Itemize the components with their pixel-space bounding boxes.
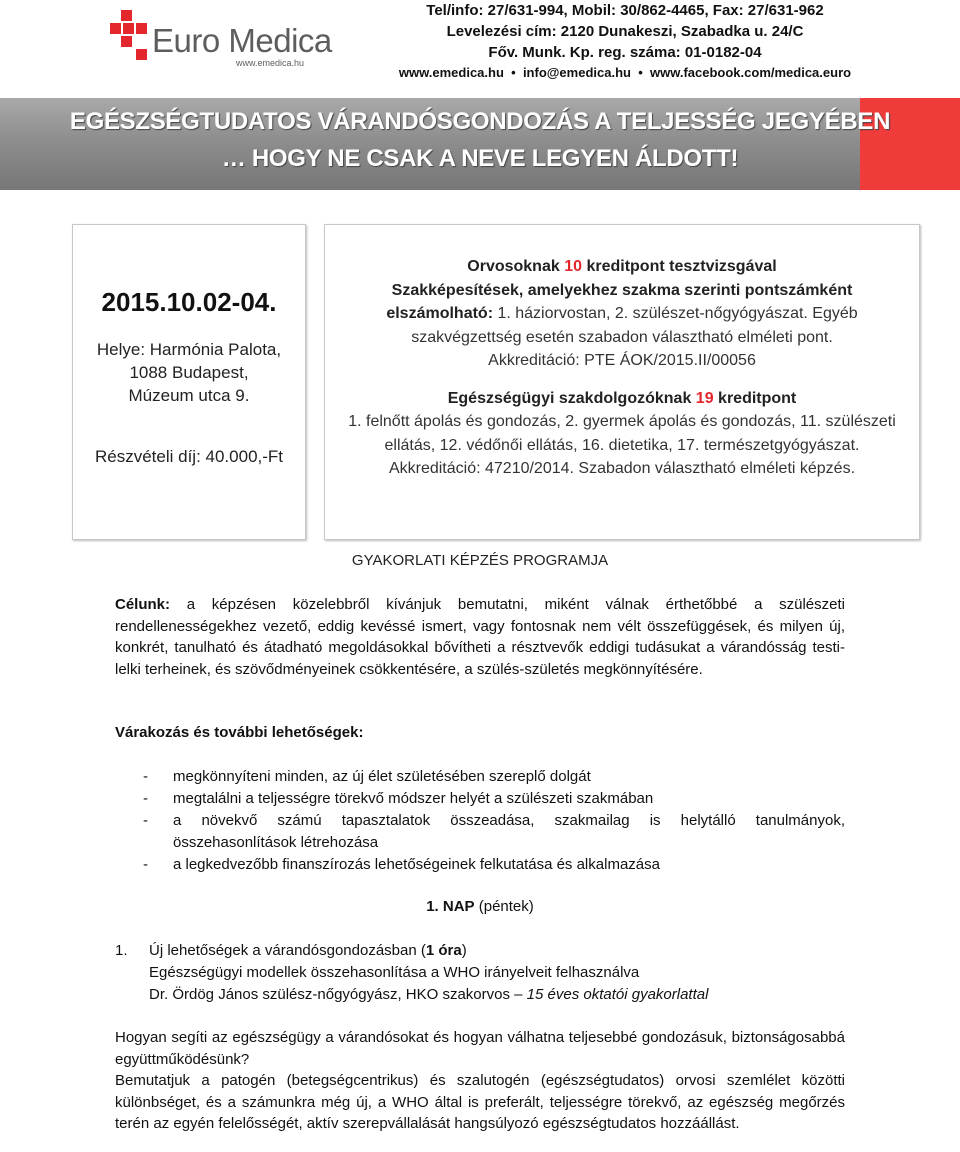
nurses-specialties: 1. felnőtt ápolás és gondozás, 2. gyermek ápolás és gondozás, 11. szülészeti ellátás, 12. védőnői ellátás, 16. dietetika, 17. természetgyógyászat. Akkreditáció: 47210/2014. Szabadon választható elméleti képzés.	[348, 413, 896, 477]
day-weekday: (péntek)	[474, 898, 534, 915]
presenter-name: Dr. Ördög János szülész-nőgyógyász, HKO szakorvos –	[149, 986, 527, 1003]
list-item-text: megtalálni a teljességre törekvő módszer helyét a szülészeti szakmában	[173, 790, 654, 807]
doctors-credits-heading	[345, 255, 899, 279]
facebook-link[interactable]: www.facebook.com/medica.euro	[650, 65, 852, 80]
item-description: Egészségügyi modellek összehasonlítása a WHO irányelveit felhasználva	[149, 964, 640, 981]
credits-nurses	[325, 373, 919, 481]
item-title-text: Új lehetőségek a várandósgondozásban (	[149, 942, 426, 959]
goal-paragraph	[115, 594, 845, 680]
dash-icon: -	[143, 790, 148, 807]
presenter-experience: 15 éves oktatói gyakorlattal	[526, 986, 709, 1003]
item-duration: 1 óra	[425, 942, 462, 959]
event-date: 2015.10.02-04.	[101, 287, 277, 317]
description-paragraph: Bemutatjuk a patogén (betegségcentrikus) és szalutogén (egészségtudatos) orvosi szemlélet közötti különbséget, és a számunkra még új, a WHO által is preferált, teljességre törekvő, az egészség megőrzés terén az egyén felelősségét, aktív szerepvállalását hangsúlyozó egészségtudatos hozzáállást.	[115, 1072, 845, 1132]
dash-icon: -	[143, 768, 148, 785]
item-body	[115, 940, 845, 1006]
contact-registration: Főv. Munk. Kp. reg. száma: 01-0182-04	[488, 44, 762, 61]
goal-label: Célunk:	[115, 596, 171, 613]
dash-icon: -	[143, 812, 148, 829]
logo-square	[110, 23, 121, 34]
expectations-list	[115, 766, 845, 876]
logo-url: www.emedica.hu	[236, 58, 305, 68]
nurses-points: 19	[695, 389, 714, 407]
event-info-box	[72, 224, 306, 540]
goal-text: a képzésen közelebbről kívánjuk bemutatni, miként válnak érthetőbbé a szülészeti rendellenességekhez vezető, eddig kevéssé ismert, vagy fontosnak nem vélt összefüggések, és milyen új, konkrét, tanulható és átadható megoldásokkal bővítheti a résztvevők eddigi tudásukat a várandósság testi-lelki terheinek, és szövődményeinek csökkentésére, a szülés-születés megkönnyítésére.	[115, 596, 845, 678]
expectations-title: Várakozás és további lehetőségek:	[115, 724, 364, 741]
item-number: 1.	[115, 942, 128, 959]
day-label: 1. NAP	[426, 898, 475, 915]
list-item	[115, 810, 845, 854]
venue-line: 1088 Budapest,	[129, 363, 249, 382]
doctors-credit-text: kreditpont tesztvizsgával	[582, 258, 777, 275]
doctors-label: Orvosoknak	[467, 258, 565, 275]
logo-square	[136, 23, 147, 34]
item-title-close: )	[461, 942, 467, 959]
logo-square	[136, 49, 147, 60]
list-item-text: megkönnyíteni minden, az új élet születésében szereplő dolgát	[173, 768, 591, 785]
accreditation-doctors: Akkreditáció: PTE ÁOK/2015.II/00056	[488, 352, 756, 369]
item-presenter	[149, 984, 845, 1006]
program-title: GYAKORLATI KÉPZÉS PROGRAMJA	[351, 552, 609, 569]
expectations-heading	[115, 722, 845, 744]
credits-box	[324, 224, 920, 540]
participation-fee: Részvételi díj: 40.000,-Ft	[94, 447, 284, 466]
list-item	[115, 854, 845, 876]
doctors-points: 10	[564, 258, 582, 275]
item-title	[149, 940, 845, 962]
venue-line: Múzeum utca 9.	[128, 386, 250, 405]
list-item-text: a növekvő számú tapasztalatok összeadása, szakmailag is helytálló tanulmányok, összehasonlítások létrehozása	[173, 812, 845, 851]
venue-line: Helye: Harmónia Palota,	[96, 340, 282, 359]
contact-phone: Tel/info: 27/631-994, Mobil: 30/862-4465, Fax: 27/631-962	[426, 2, 824, 19]
nurses-label: Egészségügyi szakdolgozóknak	[447, 389, 696, 407]
contact-info	[380, 0, 870, 83]
separator-icon: •	[511, 65, 516, 80]
specialties-text	[345, 279, 899, 350]
event-venue	[73, 338, 305, 407]
nurses-credits-heading	[345, 387, 899, 411]
email-link[interactable]: info@emedica.hu	[522, 65, 631, 80]
specialties-list: 1. háziorvostan, 2. szülészet-nőgyógyászat. Egyéb szakvégzettség esetén szabadon választható elméleti pont.	[411, 305, 858, 346]
contact-links	[380, 63, 870, 83]
question-paragraph: Hogyan segíti az egészségügy a várandósokat és hogyan válhatna teljesebbé gondozásuk, biztonságosabbá együttműködésünk?	[115, 1029, 845, 1068]
logo	[110, 10, 330, 72]
specialties-label: Szakképesítések, amelyekhez szakma szerinti pontszámként elszámolható:	[386, 281, 853, 322]
day-heading	[0, 898, 960, 915]
separator-icon: •	[638, 65, 643, 80]
program-item	[115, 940, 845, 1006]
logo-square	[121, 10, 132, 21]
website-link[interactable]: www.emedica.hu	[398, 65, 504, 80]
list-item	[115, 766, 845, 788]
nurses-credit-text: kreditpont	[713, 389, 797, 407]
banner-subtitle: … HOGY NE CSAK A NEVE LEGYEN ÁLDOTT!	[221, 145, 739, 172]
dash-icon: -	[143, 856, 148, 873]
logo-square	[121, 36, 132, 47]
list-item	[115, 788, 845, 810]
logo-square	[123, 23, 134, 34]
list-item-text: a legkedvezőbb finanszírozás lehetőségeinek felkutatása és alkalmazása	[173, 856, 660, 873]
logo-text: Euro Medica	[152, 22, 332, 59]
contact-address: Levelezési cím: 2120 Dunakeszi, Szabadka u. 24/C	[446, 23, 804, 40]
credits-doctors	[325, 225, 919, 373]
banner-title: EGÉSZSÉGTUDATOS VÁRANDÓSGONDOZÁS A TELJESSÉG JEGYÉBEN	[69, 108, 891, 135]
